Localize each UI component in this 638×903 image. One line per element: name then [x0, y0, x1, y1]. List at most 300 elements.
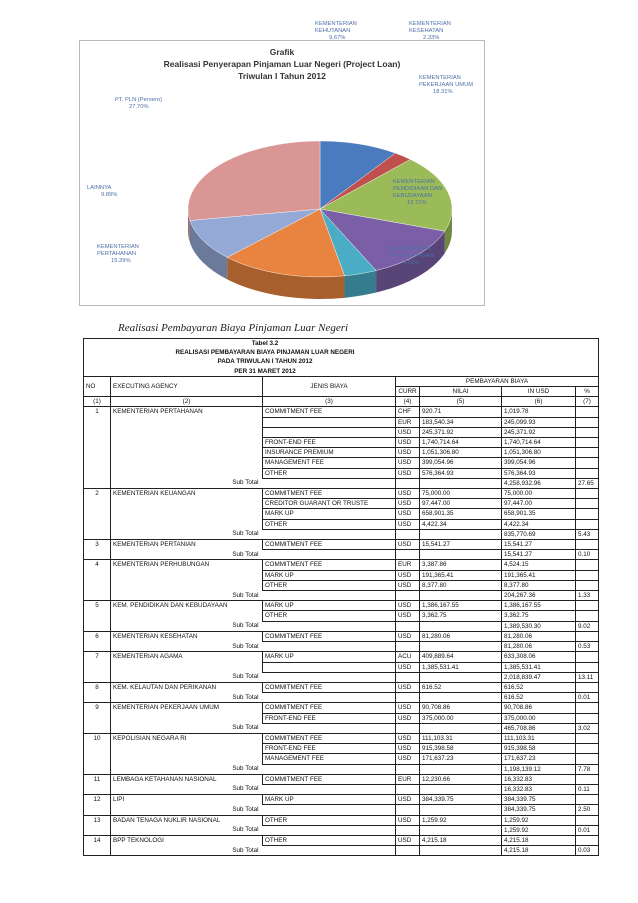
- pie-slice-label: KEMENTERIAN PENDIDIKAN DAN KEBUDAYAAN 12.71%: [393, 179, 443, 206]
- header-curr: CURR: [396, 387, 420, 397]
- subtotal-blank: [396, 846, 420, 856]
- pie-slice-label: KEMENTERIAN PERHUBUNGAN 4.01%: [389, 246, 435, 266]
- row-agency: [111, 570, 263, 580]
- table-row: [84, 703, 599, 713]
- row-no: 4: [84, 560, 111, 570]
- subtotal-usd: 1,198,139.12: [502, 764, 576, 774]
- row-type: MANAGEMENT FEE: [263, 458, 396, 468]
- row-type: MANAGEMENT FEE: [263, 754, 396, 764]
- subtotal-label: Sub Total: [111, 784, 263, 794]
- subtotal-label: Sub Total: [111, 672, 263, 682]
- row-currency: USD: [396, 580, 420, 590]
- row-no: [84, 744, 111, 754]
- row-type: INSURANCE PREMIUM: [263, 448, 396, 458]
- pie-slice-label: KEMENTERIAN KEHUTANAN 9.67%: [315, 21, 357, 41]
- subtotal-blank: [84, 846, 111, 856]
- row-type: MARK UP: [263, 570, 396, 580]
- subtotal-blank: [263, 550, 396, 560]
- row-type: FRONT-END FEE: [263, 713, 396, 723]
- table-row: [84, 733, 599, 743]
- row-currency: USD: [396, 601, 420, 611]
- row-agency: KEM. PENDIDIKAN DAN KEBUDAYAAN: [111, 601, 263, 611]
- row-usd: 375,000.00: [502, 713, 576, 723]
- row-value: 12,230.66: [420, 774, 502, 784]
- row-currency: USD: [396, 499, 420, 509]
- table-row: [84, 438, 599, 448]
- row-pct: [576, 580, 599, 590]
- row-usd: 171,637.23: [502, 754, 576, 764]
- pie-slice-label: LAINNYA 9.89%: [87, 185, 118, 198]
- row-agency: [111, 458, 263, 468]
- subtotal-blank: [84, 672, 111, 682]
- caption: Realisasi Pembayaran Biaya Pinjaman Luar Negeri: [118, 322, 349, 334]
- row-agency: [111, 438, 263, 448]
- row-type: OTHER: [263, 580, 396, 590]
- row-pct: [576, 754, 599, 764]
- row-type: OTHER: [263, 468, 396, 478]
- subtotal-usd: 835,770.69: [502, 529, 576, 539]
- pie-chart: [80, 21, 484, 305]
- subtotal-row: [84, 764, 599, 774]
- table-title-line: REALISASI PEMBAYARAN BIAYA PINJAMAN LUAR NEGERI: [175, 349, 355, 357]
- header-pct: %: [576, 387, 599, 397]
- row-usd: 399,054.96: [502, 458, 576, 468]
- subtotal-blank: [420, 621, 502, 631]
- header-nilai: NILAI: [420, 387, 502, 397]
- row-currency: USD: [396, 540, 420, 550]
- subtotal-usd: 4,215.18: [502, 846, 576, 856]
- table-row: [84, 682, 599, 692]
- row-currency: USD: [396, 427, 420, 437]
- row-usd: 384,339.75: [502, 795, 576, 805]
- subtotal-blank: [263, 672, 396, 682]
- row-pct: [576, 468, 599, 478]
- subtotal-blank: [396, 784, 420, 794]
- subtotal-blank: [420, 550, 502, 560]
- subtotal-pct: 9.02: [576, 621, 599, 631]
- row-pct: [576, 570, 599, 580]
- row-no: [84, 417, 111, 427]
- row-agency: KEMENTERIAN AGAMA: [111, 652, 263, 662]
- row-value: 1,259.92: [420, 815, 502, 825]
- row-value: 409,889.64: [420, 652, 502, 662]
- table-row: [84, 631, 599, 641]
- table-row: [84, 407, 599, 417]
- row-type: [263, 662, 396, 672]
- subtotal-blank: [396, 621, 420, 631]
- subtotal-row: [84, 693, 599, 703]
- row-value: 399,054.96: [420, 458, 502, 468]
- subtotal-blank: [396, 825, 420, 835]
- row-no: [84, 519, 111, 529]
- col-number: (2): [111, 397, 263, 407]
- row-pct: [576, 417, 599, 427]
- subtotal-blank: [263, 764, 396, 774]
- subtotal-pct: 0.01: [576, 693, 599, 703]
- row-type: COMMITMENT FEE: [263, 407, 396, 417]
- row-usd: 616.52: [502, 682, 576, 692]
- subtotal-blank: [420, 764, 502, 774]
- pie-slice-label: KEMENTERIAN KESEHATAN 2.33%: [409, 21, 451, 41]
- subtotal-usd: 4,258,932.96: [502, 478, 576, 488]
- row-no: 11: [84, 774, 111, 784]
- subtotal-usd: 15,541.27: [502, 550, 576, 560]
- subtotal-blank: [263, 846, 396, 856]
- row-currency: USD: [396, 611, 420, 621]
- subtotal-usd: 16,332.83: [502, 784, 576, 794]
- row-agency: KEMENTERIAN PERTANIAN: [111, 540, 263, 550]
- row-value: 1,740,714.64: [420, 438, 502, 448]
- table-row: [84, 580, 599, 590]
- row-no: 1: [84, 407, 111, 417]
- subtotal-blank: [263, 723, 396, 733]
- subtotal-pct: 13.11: [576, 672, 599, 682]
- row-pct: [576, 540, 599, 550]
- subtotal-row: [84, 550, 599, 560]
- row-no: [84, 713, 111, 723]
- subtotal-label: Sub Total: [111, 846, 263, 856]
- payment-table: [83, 338, 599, 856]
- row-agency: KEMENTERIAN PERHUBUNGAN: [111, 560, 263, 570]
- row-no: 14: [84, 835, 111, 845]
- table-title-line: PADA TRIWULAN I TAHUN 2012: [217, 358, 313, 366]
- row-no: [84, 570, 111, 580]
- row-pct: [576, 560, 599, 570]
- row-usd: 75,000.00: [502, 489, 576, 499]
- subtotal-blank: [396, 805, 420, 815]
- header-usd: IN USD: [502, 387, 576, 397]
- row-value: 171,637.23: [420, 754, 502, 764]
- subtotal-blank: [420, 805, 502, 815]
- subtotal-blank: [84, 478, 111, 488]
- subtotal-blank: [263, 784, 396, 794]
- row-type: MARK UP: [263, 795, 396, 805]
- row-no: [84, 438, 111, 448]
- row-pct: [576, 682, 599, 692]
- table-row: [84, 560, 599, 570]
- row-type: COMMITMENT FEE: [263, 774, 396, 784]
- table-row: [84, 427, 599, 437]
- row-type: CREDITOR GUARANT OR TRUSTE: [263, 499, 396, 509]
- table-title: Tabel 3.2: [111, 339, 420, 349]
- row-agency: [111, 427, 263, 437]
- row-no: 2: [84, 489, 111, 499]
- subtotal-pct: 27.65: [576, 478, 599, 488]
- row-agency: [111, 519, 263, 529]
- row-usd: 4,524.15: [502, 560, 576, 570]
- subtotal-blank: [396, 529, 420, 539]
- subtotal-blank: [420, 723, 502, 733]
- row-pct: [576, 703, 599, 713]
- subtotal-blank: [396, 550, 420, 560]
- pie-chart-panel: [79, 21, 485, 306]
- row-type: [263, 417, 396, 427]
- subtotal-pct: 1.33: [576, 591, 599, 601]
- row-type: OTHER: [263, 519, 396, 529]
- row-pct: [576, 427, 599, 437]
- row-usd: 97,447.00: [502, 499, 576, 509]
- subtotal-blank: [84, 764, 111, 774]
- row-currency: USD: [396, 703, 420, 713]
- row-pct: [576, 652, 599, 662]
- row-no: [84, 427, 111, 437]
- row-value: 4,215.18: [420, 835, 502, 845]
- subtotal-blank: [263, 693, 396, 703]
- pie-slice-label: PT. PLN (Persero) 27.70%: [115, 97, 163, 110]
- subtotal-label: Sub Total: [111, 764, 263, 774]
- row-usd: 245,371.92: [502, 427, 576, 437]
- row-agency: BPP TEKNOLOGI: [111, 835, 263, 845]
- row-usd: 111,103.31: [502, 733, 576, 743]
- row-no: [84, 448, 111, 458]
- table-row: [84, 774, 599, 784]
- subtotal-row: [84, 642, 599, 652]
- subtotal-label: Sub Total: [111, 591, 263, 601]
- row-currency: USD: [396, 744, 420, 754]
- row-currency: USD: [396, 754, 420, 764]
- subtotal-blank: [84, 723, 111, 733]
- subtotal-blank: [84, 693, 111, 703]
- row-pct: [576, 519, 599, 529]
- row-type: COMMITMENT FEE: [263, 489, 396, 499]
- row-agency: [111, 611, 263, 621]
- subtotal-label: Sub Total: [111, 642, 263, 652]
- row-agency: KEM. KELAUTAN DAN PERIKANAN: [111, 682, 263, 692]
- row-currency: USD: [396, 438, 420, 448]
- subtotal-blank: [396, 672, 420, 682]
- row-type: OTHER: [263, 815, 396, 825]
- row-currency: USD: [396, 835, 420, 845]
- row-currency: USD: [396, 795, 420, 805]
- row-usd: 1,259.92: [502, 815, 576, 825]
- row-value: 90,708.86: [420, 703, 502, 713]
- row-no: [84, 509, 111, 519]
- row-no: [84, 499, 111, 509]
- table-row: [84, 509, 599, 519]
- col-number: (1): [84, 397, 111, 407]
- row-no: 6: [84, 631, 111, 641]
- row-pct: [576, 744, 599, 754]
- subtotal-blank: [420, 846, 502, 856]
- subtotal-pct: 0.10: [576, 550, 599, 560]
- row-agency: KEMENTERIAN PERTAHANAN: [111, 407, 263, 417]
- subtotal-pct: 3.02: [576, 723, 599, 733]
- subtotal-usd: 384,339.75: [502, 805, 576, 815]
- row-currency: USD: [396, 519, 420, 529]
- row-type: COMMITMENT FEE: [263, 560, 396, 570]
- table-row: [84, 835, 599, 845]
- subtotal-blank: [420, 529, 502, 539]
- table-row: [84, 570, 599, 580]
- table-row: [84, 795, 599, 805]
- subtotal-blank: [420, 672, 502, 682]
- row-currency: EUR: [396, 774, 420, 784]
- row-type: MARK UP: [263, 601, 396, 611]
- subtotal-blank: [420, 825, 502, 835]
- row-currency: USD: [396, 458, 420, 468]
- row-no: 9: [84, 703, 111, 713]
- row-value: 1,385,531.41: [420, 662, 502, 672]
- subtotal-usd: 2,018,839.47: [502, 672, 576, 682]
- row-agency: KEMENTERIAN PEKERJAAN UMUM: [111, 703, 263, 713]
- subtotal-pct: 7.78: [576, 764, 599, 774]
- row-pct: [576, 631, 599, 641]
- row-agency: KEMENTERIAN KESEHATAN: [111, 631, 263, 641]
- subtotal-blank: [84, 550, 111, 560]
- row-pct: [576, 774, 599, 784]
- subtotal-blank: [263, 591, 396, 601]
- subtotal-blank: [263, 805, 396, 815]
- header-payment: PEMBAYARAN BIAYA: [396, 376, 599, 386]
- row-usd: 915,398.58: [502, 744, 576, 754]
- row-value: 111,103.31: [420, 733, 502, 743]
- row-pct: [576, 509, 599, 519]
- subtotal-row: [84, 723, 599, 733]
- table-row: [84, 519, 599, 529]
- row-value: 15,541.27: [420, 540, 502, 550]
- subtotal-pct: 0.03: [576, 846, 599, 856]
- pie-slice-label: KEMENTERIAN PERTAHANAN 15.39%: [97, 244, 139, 264]
- pie-slice: [188, 141, 320, 220]
- subtotal-blank: [396, 642, 420, 652]
- subtotal-row: [84, 672, 599, 682]
- table-row: [84, 601, 599, 611]
- row-value: 616.52: [420, 682, 502, 692]
- subtotal-blank: [263, 529, 396, 539]
- row-currency: USD: [396, 468, 420, 478]
- row-value: 1,386,167.55: [420, 601, 502, 611]
- row-pct: [576, 815, 599, 825]
- row-usd: 16,332.83: [502, 774, 576, 784]
- row-usd: 191,365.41: [502, 570, 576, 580]
- subtotal-blank: [263, 642, 396, 652]
- subtotal-label: Sub Total: [111, 825, 263, 835]
- row-usd: 1,740,714.64: [502, 438, 576, 448]
- row-value: 75,000.00: [420, 489, 502, 499]
- row-agency: [111, 662, 263, 672]
- row-pct: [576, 713, 599, 723]
- row-no: 7: [84, 652, 111, 662]
- row-agency: [111, 468, 263, 478]
- row-type: COMMITMENT FEE: [263, 631, 396, 641]
- chart-subtitle: Realisasi Penyerapan Pinjaman Luar Negeri (Project Loan): [163, 59, 401, 69]
- row-currency: USD: [396, 815, 420, 825]
- row-agency: [111, 448, 263, 458]
- subtotal-label: Sub Total: [111, 550, 263, 560]
- row-agency: [111, 713, 263, 723]
- row-usd: 245,099.93: [502, 417, 576, 427]
- row-pct: [576, 458, 599, 468]
- row-type: COMMITMENT FEE: [263, 682, 396, 692]
- row-currency: USD: [396, 662, 420, 672]
- subtotal-row: [84, 846, 599, 856]
- row-value: 81,280.06: [420, 631, 502, 641]
- subtotal-row: [84, 784, 599, 794]
- row-value: 191,365.41: [420, 570, 502, 580]
- subtotal-blank: [420, 642, 502, 652]
- table-row: [84, 458, 599, 468]
- subtotal-row: [84, 478, 599, 488]
- row-pct: [576, 489, 599, 499]
- row-value: 3,362.75: [420, 611, 502, 621]
- subtotal-blank: [396, 693, 420, 703]
- header-agency: EXECUTING AGENCY: [111, 376, 263, 396]
- subtotal-blank: [396, 764, 420, 774]
- row-no: [84, 662, 111, 672]
- table-row: [84, 468, 599, 478]
- subtotal-pct: 5.43: [576, 529, 599, 539]
- chart-title: Grafik: [269, 47, 295, 57]
- table-row: [84, 754, 599, 764]
- row-type: FRONT-END FEE: [263, 744, 396, 754]
- col-number: (4): [396, 397, 420, 407]
- row-type: [263, 427, 396, 437]
- subtotal-blank: [420, 784, 502, 794]
- row-usd: 4,422.34: [502, 519, 576, 529]
- row-agency: KEMENTERIAN KEUANGAN: [111, 489, 263, 499]
- row-type: OTHER: [263, 835, 396, 845]
- row-value: 920.71: [420, 407, 502, 417]
- row-currency: EUR: [396, 560, 420, 570]
- row-pct: [576, 835, 599, 845]
- row-currency: USD: [396, 733, 420, 743]
- subtotal-label: Sub Total: [111, 621, 263, 631]
- subtotal-row: [84, 621, 599, 631]
- subtotal-blank: [84, 784, 111, 794]
- row-value: 375,000.00: [420, 713, 502, 723]
- row-usd: 4,215.18: [502, 835, 576, 845]
- subtotal-pct: 0.01: [576, 825, 599, 835]
- row-type: MARK UP: [263, 652, 396, 662]
- row-agency: [111, 754, 263, 764]
- row-no: 8: [84, 682, 111, 692]
- row-currency: USD: [396, 570, 420, 580]
- subtotal-blank: [263, 478, 396, 488]
- col-number: (5): [420, 397, 502, 407]
- row-no: 13: [84, 815, 111, 825]
- subtotal-usd: 465,708.86: [502, 723, 576, 733]
- row-no: 10: [84, 733, 111, 743]
- row-currency: USD: [396, 489, 420, 499]
- row-no: [84, 611, 111, 621]
- row-value: 3,387.86: [420, 560, 502, 570]
- row-value: 97,447.00: [420, 499, 502, 509]
- subtotal-label: Sub Total: [111, 805, 263, 815]
- row-currency: ACU: [396, 652, 420, 662]
- row-no: 12: [84, 795, 111, 805]
- table-row: [84, 652, 599, 662]
- row-agency: [111, 744, 263, 754]
- subtotal-label: Sub Total: [111, 529, 263, 539]
- row-agency: BADAN TENAGA NUKLIR NASIONAL: [111, 815, 263, 825]
- row-pct: [576, 601, 599, 611]
- row-usd: 15,541.27: [502, 540, 576, 550]
- subtotal-usd: 1,259.92: [502, 825, 576, 835]
- row-type: COMMITMENT FEE: [263, 540, 396, 550]
- row-pct: [576, 662, 599, 672]
- row-usd: 3,362.75: [502, 611, 576, 621]
- row-no: 3: [84, 540, 111, 550]
- row-currency: USD: [396, 682, 420, 692]
- subtotal-blank: [84, 591, 111, 601]
- subtotal-blank: [84, 621, 111, 631]
- table-row: [84, 499, 599, 509]
- row-usd: 1,051,306.80: [502, 448, 576, 458]
- row-pct: [576, 611, 599, 621]
- row-currency: USD: [396, 509, 420, 519]
- chart-subtitle-period: Triwulan I Tahun 2012: [238, 71, 326, 81]
- table-row: [84, 448, 599, 458]
